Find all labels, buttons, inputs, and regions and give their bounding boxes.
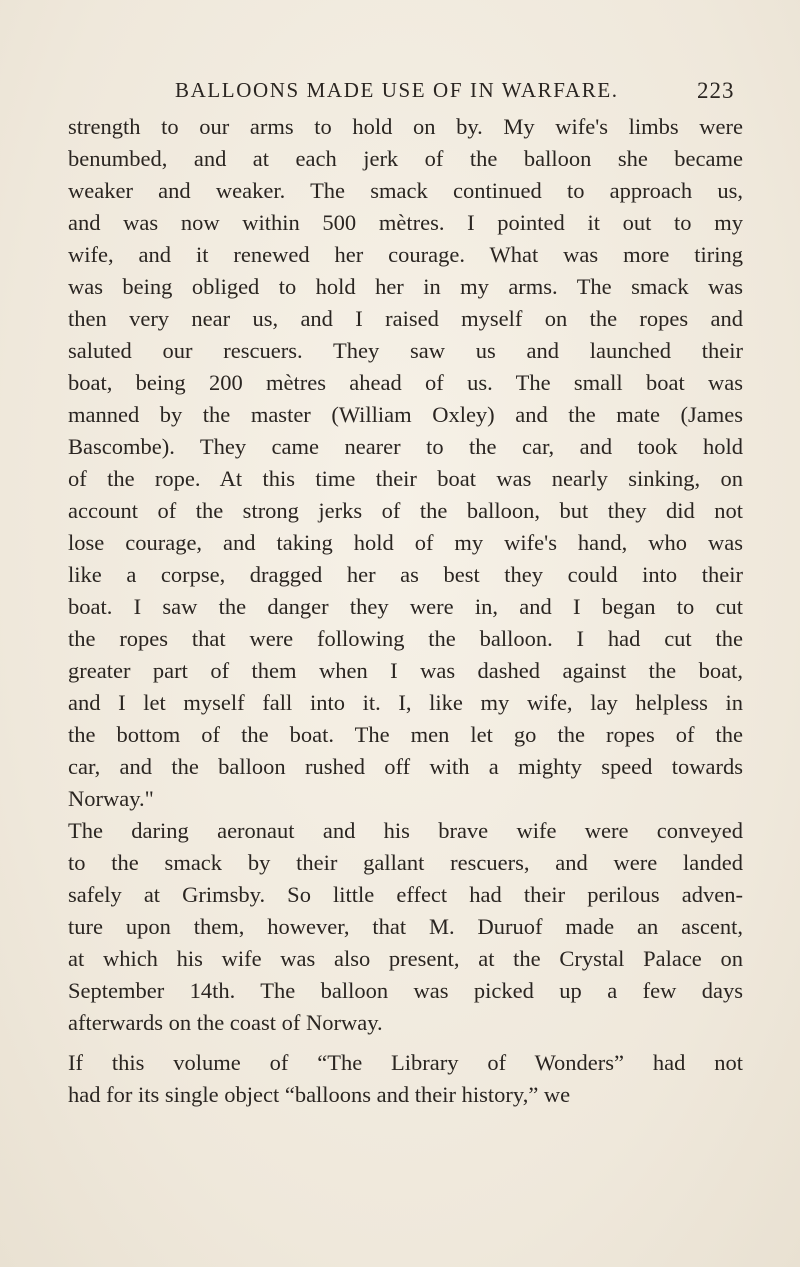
text-line: safely at Grimsby. So little effect had their perilous adven- [68, 882, 743, 907]
text-line: benumbed, and at each jerk of the balloon she became [68, 146, 743, 171]
text-line: saluted our rescuers. They saw us and launched their [68, 338, 743, 363]
text-line: weaker and weaker. The smack continued to approach us, [68, 178, 743, 203]
running-head [0, 78, 800, 110]
text-line: strength to our arms to hold on by. My wife's limbs were [68, 114, 743, 139]
page-number: 223 [697, 78, 735, 103]
paragraph [68, 111, 743, 815]
text-line: like a corpse, dragged her as best they could into their [68, 562, 743, 587]
text-line: Norway." [68, 786, 154, 811]
text-line: Bascombe). They came nearer to the car, and took hold [68, 434, 743, 459]
text-line: The daring aeronaut and his brave wife were conveyed [68, 818, 743, 843]
text-line: boat. I saw the danger they were in, and I began to cut [68, 594, 743, 619]
paragraph-gap [68, 1039, 743, 1047]
text-line: and was now within 500 mètres. I pointed it out to my [68, 210, 743, 235]
text-line: wife, and it renewed her courage. What was more tiring [68, 242, 743, 267]
text-line: had for its single object “balloons and their history,” we [68, 1082, 571, 1107]
text-line: car, and the balloon rushed off with a mighty speed towards [68, 754, 743, 779]
text-line: account of the strong jerks of the balloon, but they did not [68, 498, 743, 523]
text-line: the ropes that were following the balloon. I had cut the [68, 626, 743, 651]
text-line: to the smack by their gallant rescuers, and were landed [68, 850, 743, 875]
text-line: greater part of them when I was dashed against the boat, [68, 658, 743, 683]
text-line: at which his wife was also present, at the Crystal Palace on [68, 946, 743, 971]
text-line: September 14th. The balloon was picked up a few days [68, 978, 743, 1003]
text-line: then very near us, and I raised myself on the ropes and [68, 306, 743, 331]
paragraph [68, 815, 743, 1039]
paragraph-container [68, 111, 743, 1111]
text-line: of the rope. At this time their boat was nearly sinking, on [68, 466, 743, 491]
text-line: If this volume of “The Library of Wonders” had not [68, 1050, 743, 1075]
text-line: and I let myself fall into it. I, like my wife, lay helpless in [68, 690, 743, 715]
text-line: boat, being 200 mètres ahead of us. The small boat was [68, 370, 743, 395]
text-line: manned by the master (William Oxley) and the mate (James [68, 402, 743, 427]
text-line: ture upon them, however, that M. Duruof made an ascent, [68, 914, 743, 939]
text-line: afterwards on the coast of Norway. [68, 1010, 383, 1035]
body-text [68, 111, 743, 1111]
paragraph [68, 1047, 743, 1111]
text-line: lose courage, and taking hold of my wife's hand, who was [68, 530, 743, 555]
text-line: was being obliged to hold her in my arms. The smack was [68, 274, 743, 299]
text-line: the bottom of the boat. The men let go the ropes of the [68, 722, 743, 747]
running-title: BALLOONS MADE USE OF IN WARFARE. [175, 78, 619, 102]
